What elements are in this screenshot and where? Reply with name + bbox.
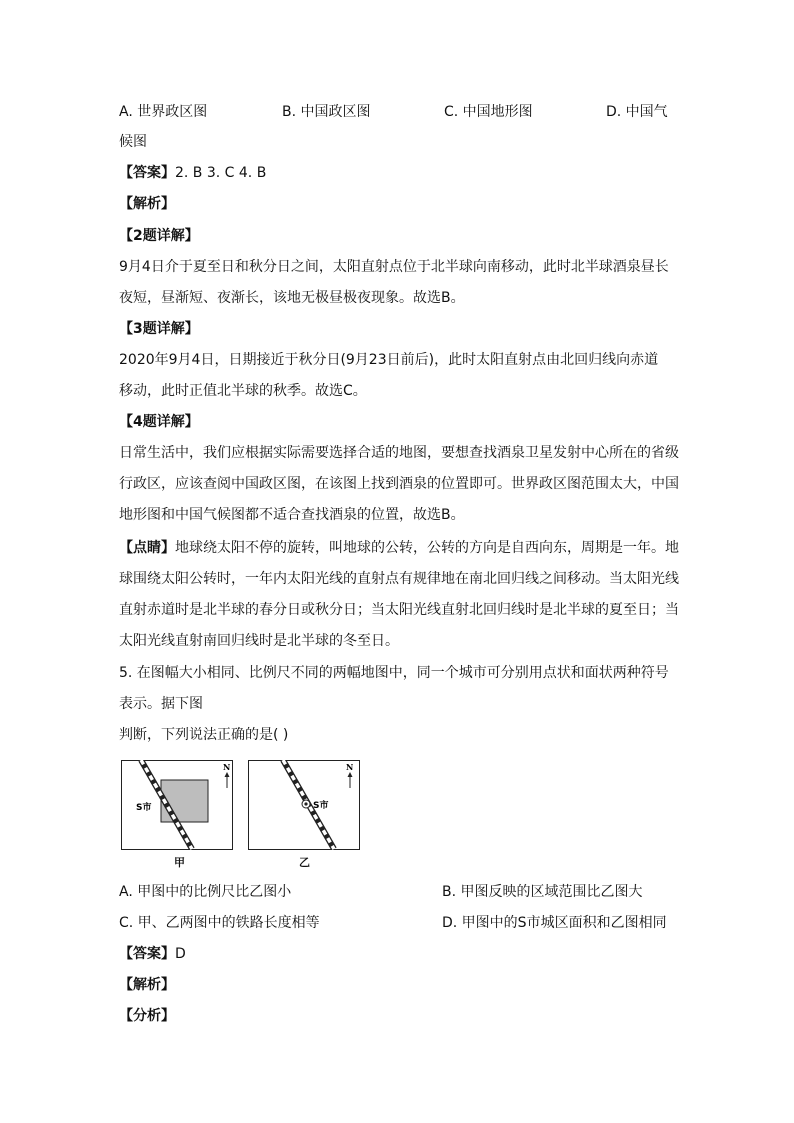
map-yi (248, 760, 360, 850)
q5-option-a: A. 甲图中的比例尺比乙图小 (119, 884, 292, 900)
q5-option-b: B. 甲图反映的区域范围比乙图大 (442, 884, 643, 900)
q5-stem: 判断，下列说法正确的是( ) (119, 727, 289, 743)
answer-label: 【答案】 (119, 946, 175, 962)
answer-label: 【答案】 (119, 165, 175, 181)
city-label: S市 (136, 803, 152, 813)
option-d: D. 中国气 (606, 104, 668, 120)
q5-stem: 5. 在图幅大小相同、比例尺不同的两幅地图中，同一个城市可分别用点状和面状两种符号 (119, 665, 669, 681)
answer-line-1 (119, 163, 266, 183)
option-a: A. 世界政区图 (119, 104, 208, 120)
map-jia (121, 760, 233, 850)
detail-3-heading: 【3题详解】 (119, 321, 199, 337)
option-b: B. 中国政区图 (282, 104, 371, 120)
answer-text: 2. B 3. C 4. B (175, 165, 267, 181)
option-d-wrap: 候图 (119, 134, 147, 150)
detail-4-line: 行政区，应该查阅中国政区图，在该图上找到酒泉的位置即可。世界政区图范围太大，中国 (119, 476, 679, 492)
q5-option-d: D. 甲图中的S市城区面积和乙图相同 (442, 915, 667, 931)
point-label: 【点睛】 (119, 540, 175, 556)
detail-2-line: 9月4日介于夏至日和秋分日之间，太阳直射点位于北半球向南移动，此时北半球酒泉昼长 (119, 259, 669, 275)
north-arrow-label: N (223, 762, 231, 772)
answer-line-2 (119, 944, 186, 964)
point-line: 球围绕太阳公转时，一年内太阳光线的直射点有规律地在南北回归线之间移动。当太阳光线 (119, 571, 679, 587)
map-yi-caption: 乙 (299, 856, 310, 869)
map-yi-graphic (248, 760, 360, 850)
map-jia-caption: 甲 (174, 856, 185, 869)
detail-4-line: 日常生活中，我们应根据实际需要选择合适的地图，要想查找酒泉卫星发射中心所在的省级 (119, 445, 679, 461)
city-label: S市 (313, 801, 329, 811)
detail-3-line: 2020年9月4日，日期接近于秋分日(9月23日前后)，此时太阳直射点由北回归线向赤道 (119, 352, 659, 368)
point-line (119, 538, 679, 558)
city-area (161, 780, 208, 822)
detail-3-line: 移动，此时正值北半球的秋季。故选C。 (119, 383, 367, 399)
q5-stem: 表示。据下图 (119, 696, 203, 712)
fenxi-heading: 【分析】 (119, 1008, 175, 1024)
north-arrow-label: N (346, 762, 354, 772)
detail-2-line: 夜短，昼渐短、夜渐长，该地无极昼极夜现象。故选B。 (119, 290, 465, 306)
q5-option-c: C. 甲、乙两图中的铁路长度相等 (119, 915, 320, 931)
option-c: C. 中国地形图 (444, 104, 533, 120)
answer-text: D (175, 946, 186, 962)
analysis-heading: 【解析】 (119, 196, 175, 212)
point-line: 太阳光线直射南回归线时是北半球的冬至日。 (119, 633, 399, 649)
point-line: 直射赤道时是北半球的春分日或秋分日；当太阳光线直射北回归线时是北半球的夏至日；当 (119, 602, 679, 618)
detail-2-heading: 【2题详解】 (119, 228, 199, 244)
detail-4-line: 地形图和中国气候图都不适合查找酒泉的位置，故选B。 (119, 507, 465, 523)
point-text: 地球绕太阳不停的旋转，叫地球的公转，公转的方向是自西向东，周期是一年。地 (175, 540, 679, 556)
map-jia-graphic (121, 760, 233, 850)
analysis-heading: 【解析】 (119, 977, 175, 993)
detail-4-heading: 【4题详解】 (119, 414, 199, 430)
